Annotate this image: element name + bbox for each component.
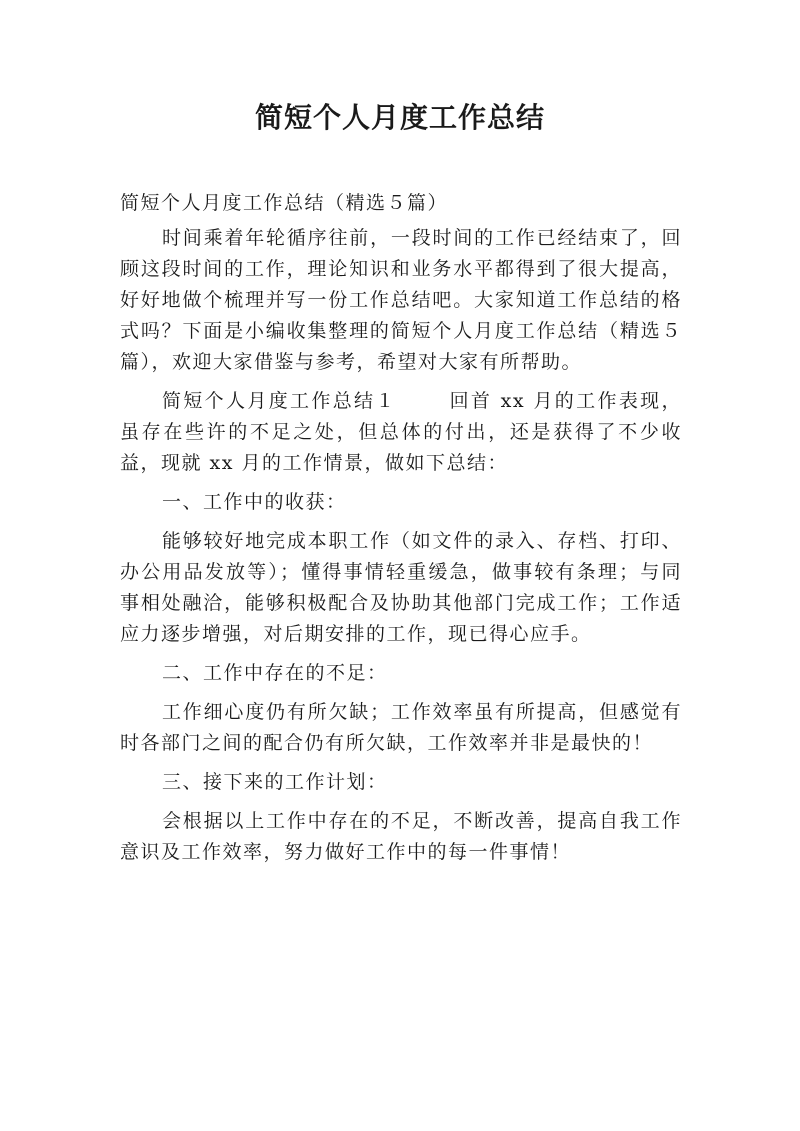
section1-opening: 回首 xx 月的工作表现，虽存在些许的不足之处，但总体的付出，还是获得了不少收益，现就 xx 月的工作情景，做如下总结： [120,390,682,474]
section1-heading: 简短个人月度工作总结１ [162,390,397,412]
part2-heading: 二、工作中存在的不足： [162,662,388,684]
intro-paragraph: 时间乘着年轮循序往前，一段时间的工作已经结束了，回顾这段时间的工作，理论知识和业务水平都得到了很大提高，好好地做个梳理并写一份工作总结吧。大家知道工作总结的格式吗？下面是小编收集整理的简短个人月度工作总结（精选５篇），欢迎大家借鉴与参考，希望对大家有所帮助。 [120,227,682,373]
document-subtitle: 简短个人月度工作总结（精选５篇） [120,192,449,214]
part1-heading: 一、工作中的收获： [162,491,347,513]
section1-opening-paragraph [120,386,682,479]
part3-text: 会根据以上工作中存在的不足，不断改善，提高自我工作意识及工作效率，努力做好工作中的每一件事情！ [120,810,682,863]
document-title: 简短个人月度工作总结 [254,101,545,134]
part2-text: 工作细心度仍有所欠缺；工作效率虽有所提高，但感觉有时各部门之间的配合仍有所欠缺，工作效率并非是最快的！ [120,701,682,754]
document-body [120,188,682,876]
part3-heading: 三、接下来的工作计划： [162,771,388,793]
part1-text: 能够较好地完成本职工作（如文件的录入、存档、打印、办公用品发放等）；懂得事情轻重缓急，做事较有条理；与同事相处融洽，能够积极配合及协助其他部门完成工作；工作适应力逐步增强，对后期安排的工作，现已得心应手。 [120,530,682,645]
